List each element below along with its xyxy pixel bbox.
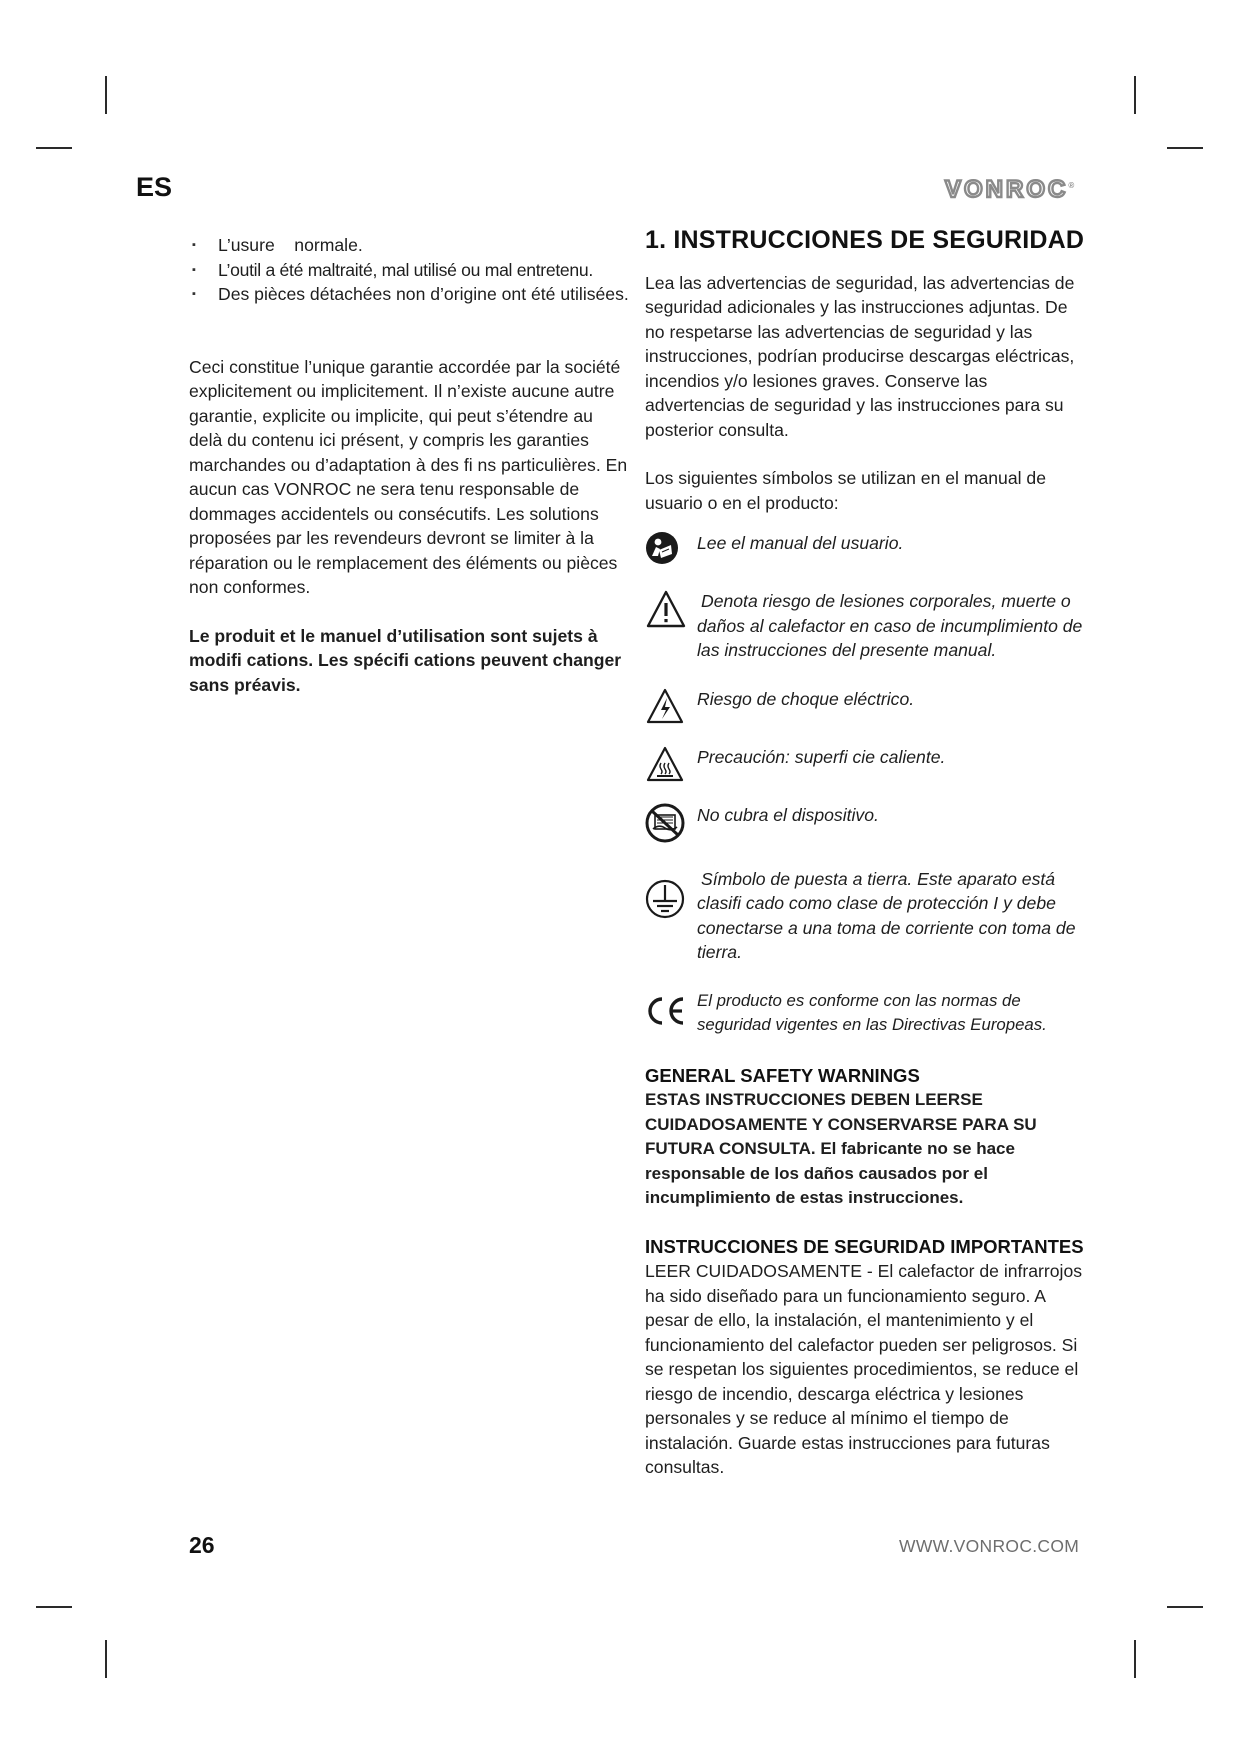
symbol-row (645, 745, 1085, 783)
exclusions-list (189, 233, 629, 307)
crop-mark (1134, 76, 1136, 114)
warranty-paragraph: Ceci constitue l’unique garantie accordée par la société explicitement ou implicitement. Il n’existe aucune autre garantie, explicite ou implicite, qui peut s’étendre au delà du contenu ici présent, y compris les garanties marchandes ou d’adaptation à des fi ns particulières. En aucun cas VONROC ne sera tenu responsable de dommages accidentels ou consécutifs. Les solutions proposées par les revendeurs devront se limiter à la réparation ou le remplacement des éléments ou pièces non conformes. (189, 356, 628, 597)
page-number: 26 (189, 1532, 215, 1558)
symbols-intro: Los siguientes símbolos se utilizan en el manual de usuario o en el producto: (645, 468, 1046, 513)
important-instructions-text: LEER CUIDADOSAMENTE - El calefactor de infrarrojos ha sido diseñado para un funcionamiento seguro. A pesar de ello, la instalación, el mantenimiento y el funcionamiento del calefactor pueden ser peligrosos. Si se respetan los siguientes procedimientos, se reduce el riesgo de incendio, descarga eléctrica y lesiones personales y se reduce al mínimo el tiempo de instalación. Guarde estas instrucciones para futuras consultas. (645, 1261, 1083, 1477)
website-url: WWW.VONROC.COM (899, 1536, 1080, 1556)
ce-mark-icon (645, 989, 697, 1027)
hot-surface-icon (645, 745, 697, 783)
symbol-row (645, 589, 1085, 663)
left-column (189, 233, 629, 697)
symbol-row (645, 803, 1085, 843)
list-item: ▪ L’usure normale. (189, 233, 629, 258)
modification-notice: Le produit et le manuel d’utilisation sont sujets à modifi cations. Les spécifi cations peuvent changer sans préavis. (189, 625, 622, 695)
symbol-description: El producto es conforme con las normas de seguridad vigentes en las Directivas Europeas. (697, 990, 1047, 1034)
right-column (645, 228, 1085, 1480)
warning-triangle-icon (645, 589, 697, 629)
important-instructions-section (645, 1235, 1085, 1480)
symbol-row (645, 867, 1085, 965)
section-heading: INSTRUCCIONES DE SEGURIDAD IMPORTANTES (645, 1235, 1084, 1257)
intro-paragraph: Lea las advertencias de seguridad, las advertencias de seguridad adicionales y las instrucciones adjuntas. De no respetarse las advertencias de seguridad y las instrucciones, podrían producirse descargas eléctricas, incendios y/o lesiones graves. Conserve las advertencias de seguridad y las instrucciones para su posterior consulta. (645, 272, 1075, 440)
earth-ground-icon (645, 867, 697, 919)
crop-mark (105, 76, 107, 114)
section-title: 1. INSTRUCCIONES DE SEGURIDAD (645, 226, 1085, 254)
list-item: ▪ Des pièces détachées non d’origine ont été utilisées. (189, 282, 629, 307)
symbol-description: Precaución: superfi cie caliente. (697, 746, 946, 767)
symbol-row (645, 531, 1085, 565)
read-manual-icon (645, 531, 697, 565)
electric-shock-icon (645, 687, 697, 725)
section-heading: GENERAL SAFETY WARNINGS (645, 1064, 920, 1086)
crop-mark (1167, 1606, 1203, 1608)
brand-logo: VONROC® (945, 176, 1078, 203)
list-item: ▪ L’outil a été maltraité, mal utilisé ou mal entretenu. (189, 258, 629, 283)
symbol-row (645, 687, 1085, 725)
symbol-description: No cubra el dispositivo. (697, 804, 879, 825)
general-safety-section (645, 1064, 1085, 1211)
symbol-description: Denota riesgo de lesiones corporales, muerte o daños al calefactor en caso de incumplimiento de las instrucciones del presente manual. (697, 591, 1083, 660)
crop-mark (36, 1606, 72, 1608)
crop-mark (105, 1640, 107, 1678)
symbol-description: Símbolo de puesta a tierra. Este aparato está clasifi cado como clase de protección I y debe conectarse a una toma de corriente con toma de tierra. (697, 868, 1076, 962)
crop-mark (1134, 1640, 1136, 1678)
crop-mark (1167, 147, 1203, 149)
do-not-cover-icon (645, 803, 697, 843)
symbols-list (645, 531, 1085, 1038)
symbol-description: Lee el manual del usuario. (697, 533, 904, 553)
general-safety-text: ESTAS INSTRUCCIONES DEBEN LEERSE CUIDADOSAMENTE Y CONSERVARSE PARA SU FUTURA CONSULTA. El fabricante no se hace responsable de los daños causados por el incumplimiento de estas instrucciones. (645, 1090, 1037, 1207)
language-code: ES (136, 172, 173, 202)
crop-mark (36, 147, 72, 149)
symbol-row (645, 989, 1085, 1038)
symbol-description: Riesgo de choque eléctrico. (697, 688, 915, 709)
